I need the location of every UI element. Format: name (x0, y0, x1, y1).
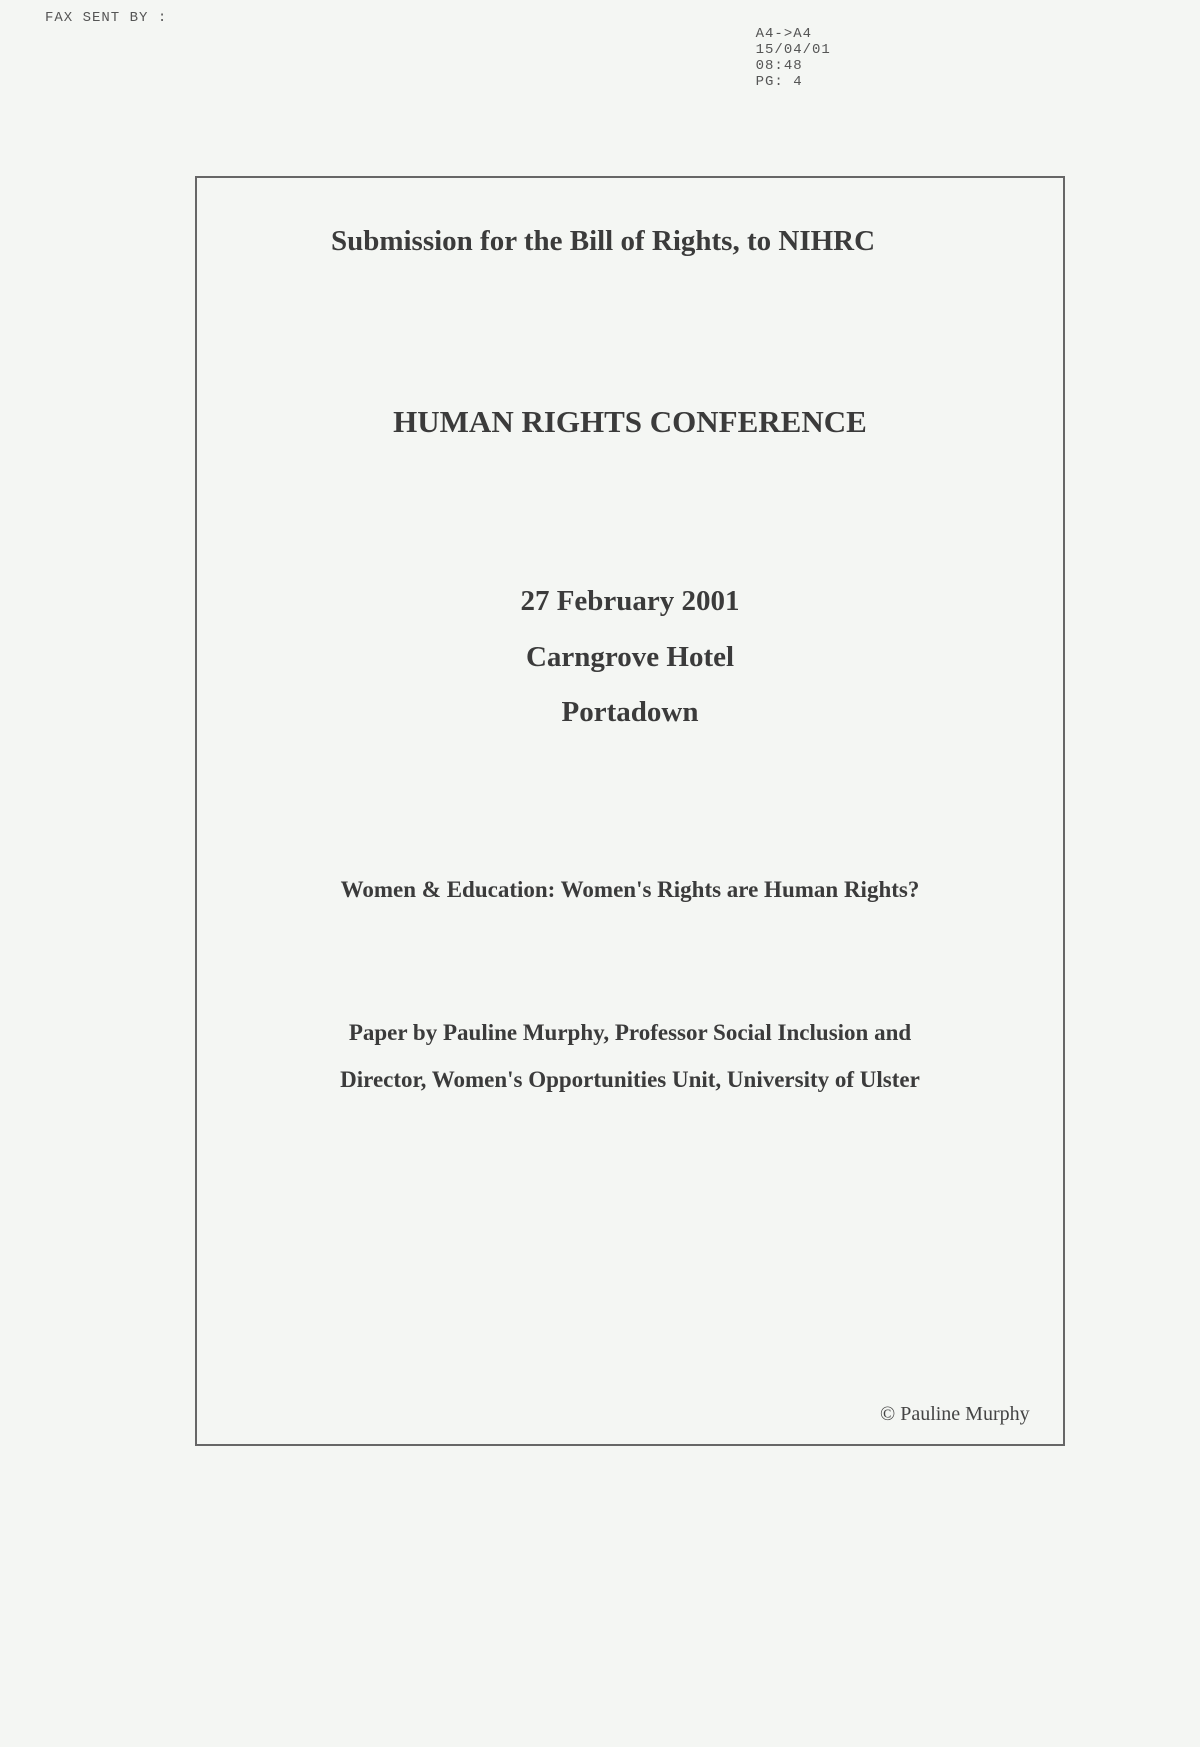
fax-route: A4->A4 (755, 26, 813, 42)
paper-title: Women & Education: Women's Rights are Human Rights? (340, 877, 920, 902)
fax-sender-label: FAX SENT BY : (45, 10, 168, 26)
conference-town: Portadown (561, 696, 699, 728)
fax-time: 08:48 (755, 58, 803, 74)
document-subtitle: Submission for the Bill of Rights, to NIHRC (330, 225, 876, 257)
copyright-notice: © Pauline Murphy (880, 1403, 1030, 1425)
fax-transmission-info (718, 10, 860, 106)
conference-date: 27 February 2001 (520, 585, 740, 617)
conference-venue: Carngrove Hotel (525, 641, 735, 673)
title-page-border (195, 176, 1065, 1446)
author-line-1: Paper by Pauline Murphy, Professor Social Inclusion and (348, 1020, 912, 1045)
author-line-2: Director, Women's Opportunities Unit, University of Ulster (340, 1067, 920, 1092)
conference-title: HUMAN RIGHTS CONFERENCE (393, 404, 867, 439)
fax-date: 15/04/01 (755, 42, 831, 58)
fax-page-number: PG: 4 (755, 74, 803, 90)
fax-header (0, 10, 1200, 90)
